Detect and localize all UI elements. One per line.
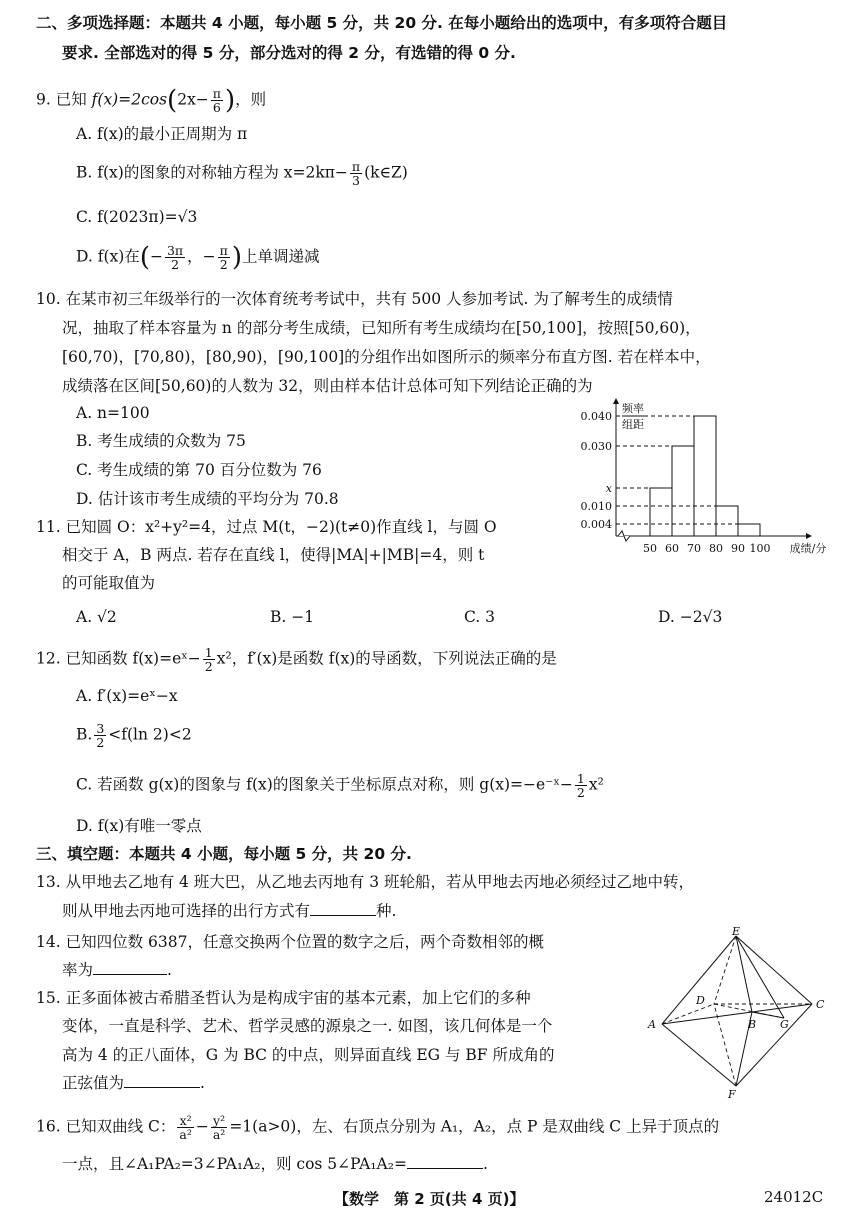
section2-line1: 二、多项选择题：本题共 4 小题，每小题 5 分，共 20 分. 在每小题给出的选项中，有多项符合题目: [36, 14, 728, 32]
vertex-label-d: D: [696, 994, 705, 1007]
q15-line2: 变体，一直是科学、艺术、哲学灵感的源泉之一. 如图，该几何体是一个: [62, 1017, 553, 1035]
q12-option-a[interactable]: A. f′(x)=eˣ−x: [76, 687, 178, 705]
frequency-histogram: [560, 396, 850, 568]
q10-line4: 成绩落在区间[50,60)的人数为 32，则由样本估计总体可知下列结论正确的为: [62, 377, 593, 395]
q12-option-c[interactable]: C. 若函数 g(x)的图象与 f(x)的图象关于坐标原点对称，则 g(x)=−e⁻ˣ− $\frac{1}{2}$ x²: [76, 771, 604, 800]
q12-stem: 12. 已知函数 f(x)=eˣ− $\frac{1}{2}$ x²，f′(x)是函数 f(x)的导函数，下列说法正确的是: [36, 645, 557, 674]
q9-stem: 9. 已知 f(x)=2cos(2x− $\frac{\pi}{6}$ )，则: [36, 85, 267, 116]
q13-line2: 则从甲地去丙地可选择的出行方式有 种.: [62, 902, 397, 920]
q14-answer-blank[interactable]: [93, 960, 167, 975]
q14-line1: 14. 已知四位数 6387，任意交换两个位置的数字之后，两个奇数相邻的概: [36, 933, 544, 951]
x-axis-label: 成绩/分: [789, 542, 827, 555]
q15-line1: 15. 正多面体被古希腊圣哲认为是构成宇宙的基本元素，加上它们的多种: [36, 989, 531, 1007]
vertex-label-a: A: [648, 1018, 656, 1031]
section3-header: 三、填空题：本题共 4 小题，每小题 5 分，共 20 分.: [36, 845, 412, 863]
q15-answer-blank[interactable]: [124, 1073, 200, 1088]
q11-line2: 相交于 A，B 两点. 若存在直线 l，使得|MA|+|MB|=4，则 t: [62, 546, 485, 564]
q11-option-c[interactable]: C. 3: [464, 608, 496, 626]
q13-line1: 13. 从甲地去乙地有 4 班大巴，从乙地去丙地有 3 班轮船，若从甲地去丙地必须经过乙地中转，: [36, 873, 695, 891]
x-tick-label: 70: [687, 542, 701, 555]
q10-line1: 10. 在某市初三年级举行的一次体育统考考试中，共有 500 人参加考试. 为了解考生的成绩情: [36, 290, 673, 308]
vertex-label-e: E: [732, 925, 741, 938]
q11-line3: 的可能取值为: [62, 574, 156, 592]
section2-line2: 要求. 全部选对的得 5 分，部分选对的得 2 分，有选错的得 0 分.: [62, 44, 516, 62]
q14-line2: 率为 .: [62, 961, 172, 979]
q10-line2: 况，抽取了样本容量为 n 的部分考生成绩，已知所有考生成绩均在[50,100]，按照[50,60)，: [62, 319, 701, 337]
q16-answer-blank[interactable]: [407, 1154, 483, 1169]
q11-option-a[interactable]: A. √2: [76, 608, 117, 626]
y-tick-label: 0.004: [580, 518, 612, 531]
x-tick-label: 60: [665, 542, 679, 555]
q11-line1: 11. 已知圆 O：x²+y²=4，过点 M(t，−2)(t≠0)作直线 l，与圆 O: [36, 518, 497, 536]
q15-line3: 高为 4 的正八面体，G 为 BC 的中点，则异面直线 EG 与 BF 所成角的: [62, 1046, 555, 1064]
vertex-label-f: F: [728, 1088, 736, 1100]
x-axis-arrow: [806, 533, 812, 539]
q16-stem: 16. 已知双曲线 C： $\frac{\text{x²}}{\text{a²}}$ − $\frac{\text{y²}}{\text{a²}}$ =1(a>0)，左、右顶点分别为 A₁，A₂，点 P 是双曲线 C 上异于顶点的: [36, 1113, 720, 1142]
q9-option-c[interactable]: C. f(2023π)=√3: [76, 208, 198, 226]
vertex-label-g: G: [780, 1018, 789, 1031]
q9-option-d[interactable]: D. f(x)在(− $\frac{3\pi}{2}$ ，− $\frac{\pi}{2}$ )上单调递减: [76, 242, 320, 273]
q10-line3: [60,70)，[70,80)，[80,90)，[90,100]的分组作出如图所示的频率分布直方图. 若在样本中，: [62, 348, 711, 366]
q10-option-c[interactable]: C. 考生成绩的第 70 百分位数为 76: [76, 461, 322, 479]
q11-option-b[interactable]: B. −1: [270, 608, 315, 626]
y-axis-label-bottom: 组距: [622, 418, 644, 431]
x-tick-label: 50: [643, 542, 657, 555]
histogram-bar: [716, 506, 738, 536]
vertex-label-b: B: [748, 1018, 757, 1031]
y-tick-label: 0.030: [580, 440, 612, 453]
x-tick-label: 80: [709, 542, 723, 555]
q12-option-d[interactable]: D. f(x)有唯一零点: [76, 817, 202, 835]
q16-line2: 一点，且∠A₁PA₂=3∠PA₁A₂，则 cos 5∠PA₁A₂= .: [62, 1155, 488, 1173]
q9-option-a[interactable]: A. f(x)的最小正周期为 π: [76, 125, 248, 143]
q10-option-d[interactable]: D. 估计该市考生成绩的平均分为 70.8: [76, 490, 339, 508]
q10-option-b[interactable]: B. 考生成绩的众数为 75: [76, 432, 246, 450]
x-tick-label: 100: [749, 542, 771, 555]
q13-answer-blank[interactable]: [310, 901, 376, 916]
histogram-bar: [738, 524, 760, 536]
q9-option-b[interactable]: B. f(x)的图象的对称轴方程为 x=2kπ− $\frac{\pi}{3}$ (k∈Z): [76, 159, 408, 188]
histogram-bar: [694, 416, 716, 536]
y-tick-label: 0.040: [580, 410, 612, 423]
q12-option-b[interactable]: B. $\frac{3}{2}$ <f(ln 2)<2: [76, 721, 192, 750]
vertex-label-c: C: [816, 998, 825, 1011]
x-tick-label: 90: [731, 542, 745, 555]
footer-code: 24012C: [764, 1188, 824, 1206]
footer-page-info: 【数学 第 2 页(共 4 页)】: [334, 1190, 525, 1208]
y-tick-label: 0.010: [580, 500, 612, 513]
histogram-bar: [650, 488, 672, 536]
octahedron-figure: [640, 924, 840, 1100]
histogram-bar: [672, 446, 694, 536]
axis-break: [618, 531, 630, 541]
y-tick-label: x: [605, 482, 612, 495]
y-axis-label-top: 频率: [622, 402, 644, 415]
q11-option-d[interactable]: D. −2√3: [658, 608, 723, 626]
q10-option-a[interactable]: A. n=100: [76, 404, 150, 422]
q15-line4: 正弦值为 .: [62, 1074, 205, 1092]
y-axis-arrow: [613, 398, 619, 404]
